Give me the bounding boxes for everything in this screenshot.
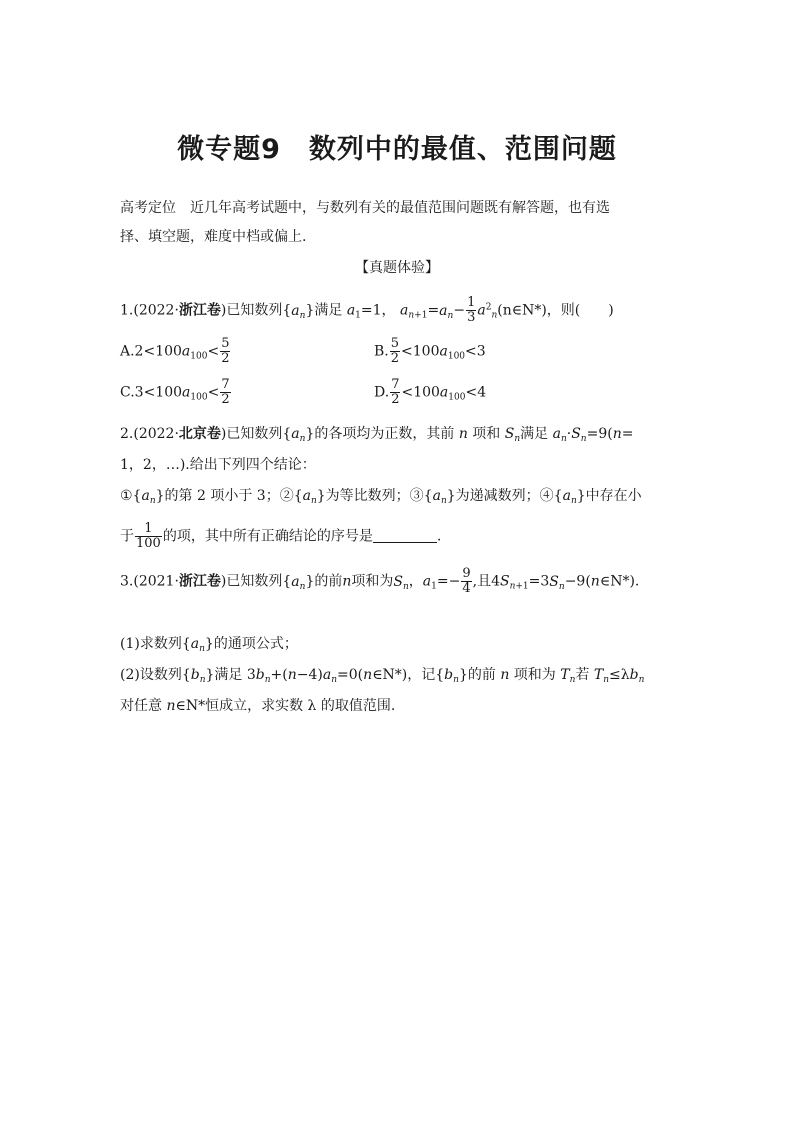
section-heading: 【真题体验】 [355,260,439,276]
q3-stem: 3.(2021·浙江卷)已知数列$\{a_n\}$的前n项和为$S_n$，$a_1=-$ $\frac{9}{4}$ ,且$4S_{n+1}=3S_n-9(n\in N*)$. [120,566,640,596]
q3-sub-2-cont: 对任意 n∈N*恒成立，求实数 λ 的取值范围. [120,698,396,714]
q2-line-2: 1，2，…).给出下列四个结论： [120,457,316,473]
q2-line-4: 于 $\frac{1}{100}$ 的项，其中所有正确结论的序号是 . [120,521,442,551]
intro-text-1: 近几年高考试题中，与数列有关的最值范围问题既有解答题，也有选 [190,200,610,216]
q1-option-d: D. $\frac{7}{2}$ $<100a_{100}<4$ [374,377,487,407]
q2-stem: 2.(2022·北京卷)已知数列$\{a_n\}$的各项均为正数，其前 n 项和 $S_n$满足 $a_n\cdot S_n=9(n=$ [120,426,634,444]
intro-line-1 [120,198,610,218]
q1-option-b: B. $\frac{5}{2}$ $<100a_{100}<3$ [374,336,486,366]
q1-fraction: $\frac{1}{3}$ [467,295,476,325]
q2-source: 北京卷 [178,426,221,442]
q3-sub-1: (1)求数列$\{a_n\}$的通项公式； [120,636,298,654]
answer-blank [373,528,437,543]
q1-option-c: $C.3<100a_{100}<$ $\frac{7}{2}$ [120,377,230,407]
q1-source: 浙江卷 [178,302,221,319]
q2-conclusions: $①\{a_n\}$的第 2 项小于 3；$②\{a_n\}$为等比数列；$③\{a_n\}$为递减数列；$④\{a_n\}$中存在小 [120,488,642,506]
page-title: 微专题9 数列中的最值、范围问题 [177,134,617,165]
q2-fraction: $\frac{1}{100}$ [136,521,161,551]
intro-line-2: 择、填空题，难度中档或偏上. [120,229,307,245]
intro-label: 高考定位 [120,200,176,216]
q1-stem: 1.(2022·浙江卷)已知数列$\{a_n\}$满足 $a_1=1$， $a_{n+1}=a_n-$ $\frac{1}{3}$ $a^2_n(n\in N*)$，则( ) [120,295,614,325]
q3-sub-2: (2)设数列$\{b_n\}$满足 $3b_n+(n-4)a_n=0(n\in N*)$，记$\{b_n\}$的前 n 项和为 $T_n$若 $T_n\le\lambda b_n$ [120,667,645,685]
q1-option-a: $A.2<100a_{100}<$ $\frac{5}{2}$ [120,336,230,366]
q3-fraction: $\frac{9}{4}$ [462,566,471,596]
q3-source: 浙江卷 [178,573,221,590]
